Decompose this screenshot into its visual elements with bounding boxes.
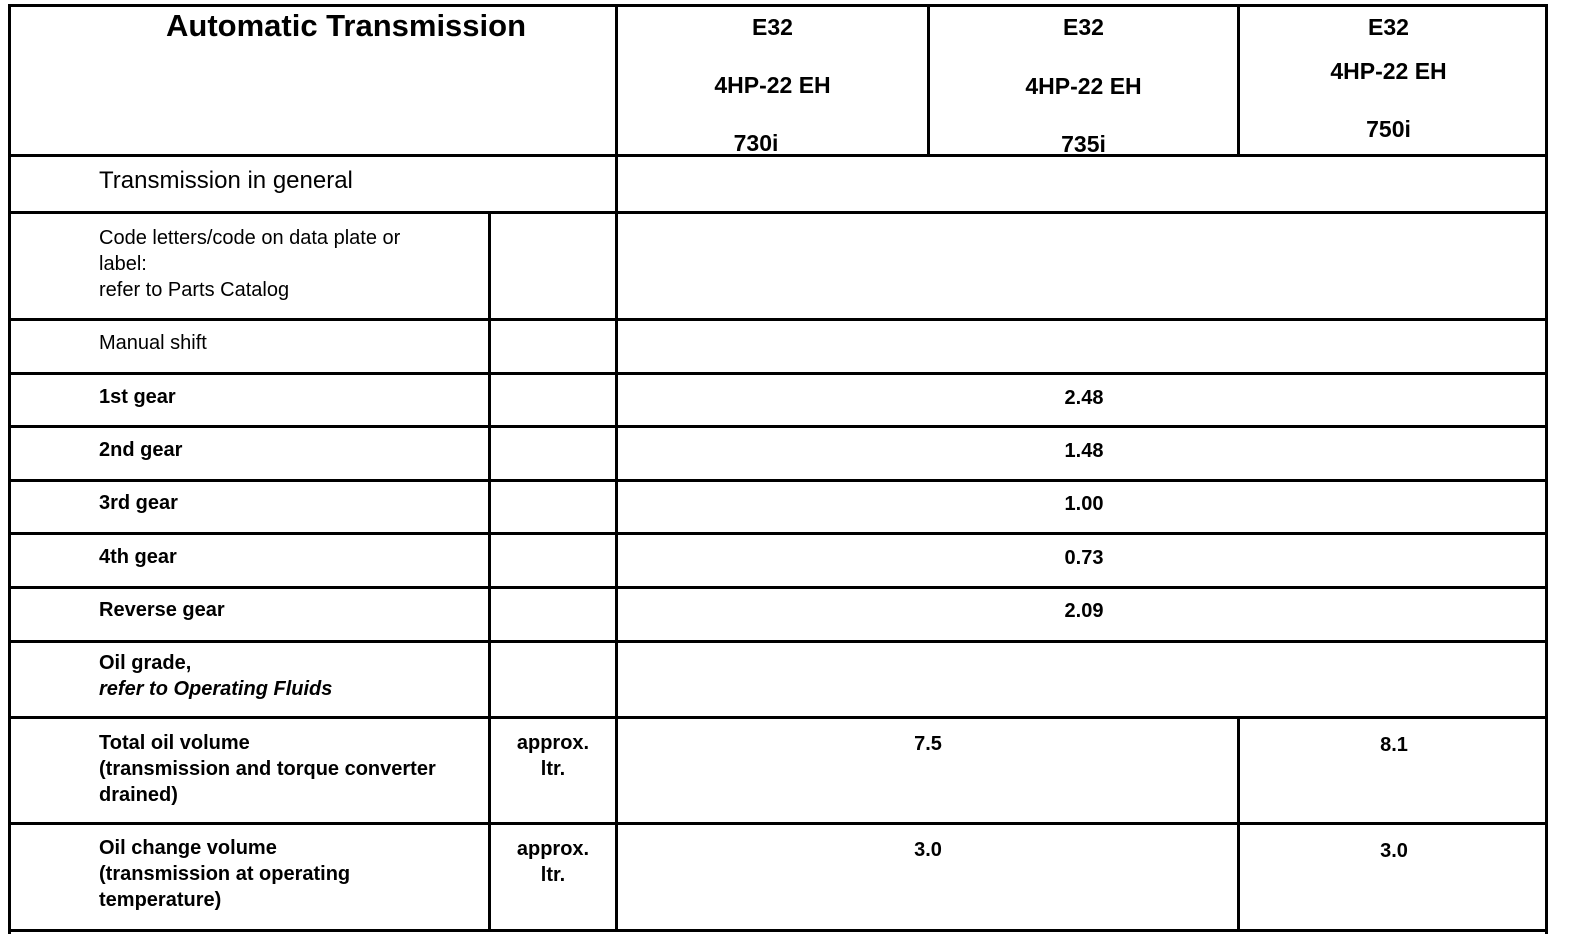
row-divider <box>8 532 1548 535</box>
row-divider <box>8 586 1548 589</box>
row-label: temperature) <box>99 889 222 911</box>
gear-ratio: 0.73 <box>1064 547 1104 569</box>
gear-ratio: 1.00 <box>1064 493 1104 515</box>
gear-ratio: 1.48 <box>1064 440 1104 462</box>
row-label: (transmission at operating <box>99 863 351 885</box>
unit: approx. <box>516 838 590 860</box>
row-label: Oil change volume <box>99 837 277 859</box>
row-label: drained) <box>99 784 178 806</box>
row-divider <box>8 716 1548 719</box>
table-title: Automatic Transmission <box>166 8 527 43</box>
model: E32 <box>752 14 793 40</box>
oil-change-730i-735i: 3.0 <box>914 839 942 861</box>
section-heading: Transmission in general <box>99 167 353 194</box>
model: E32 <box>1368 14 1409 40</box>
variant: 730i <box>733 130 779 156</box>
transmission-code: 4HP-22 EH <box>1330 58 1447 84</box>
row-divider <box>8 211 1548 214</box>
transmission-code: 4HP-22 EH <box>1025 73 1142 99</box>
column-divider <box>488 211 491 932</box>
transmission-code: 4HP-22 EH <box>714 72 831 98</box>
row-divider <box>8 479 1548 482</box>
row-label: Code letters/code on data plate or <box>99 227 401 249</box>
row-divider <box>8 372 1548 375</box>
row-label: 4th gear <box>99 546 177 568</box>
unit: ltr. <box>540 758 566 780</box>
model: E32 <box>1063 14 1104 40</box>
variant: 735i <box>1061 131 1106 157</box>
oil-volume-730i-735i: 7.5 <box>914 733 942 755</box>
row-label-manual-shift: Manual shift <box>99 332 207 354</box>
row-label: Total oil volume <box>99 732 250 754</box>
row-label: 1st gear <box>99 386 176 408</box>
variant: 750i <box>1366 116 1411 142</box>
oil-volume-750i: 8.1 <box>1380 734 1408 756</box>
row-label: Reverse gear <box>99 599 225 621</box>
unit: approx. <box>516 732 590 754</box>
row-divider <box>8 640 1548 643</box>
row-label: Oil grade, <box>99 652 192 674</box>
row-divider <box>8 425 1548 428</box>
oil-change-750i: 3.0 <box>1380 840 1408 862</box>
row-label: (transmission and torque converter <box>99 758 436 780</box>
row-label: label: <box>99 253 147 275</box>
gear-ratio: 2.48 <box>1064 387 1104 409</box>
row-label: 3rd gear <box>99 492 178 514</box>
row-label: refer to Parts Catalog <box>99 279 290 301</box>
gear-ratio: 2.09 <box>1064 600 1104 622</box>
row-divider <box>8 929 1548 932</box>
row-divider <box>8 318 1548 321</box>
row-label: 2nd gear <box>99 439 183 461</box>
row-divider <box>8 822 1548 825</box>
row-label: refer to Operating Fluids <box>99 678 333 700</box>
unit: ltr. <box>540 864 566 886</box>
column-divider <box>1237 716 1240 932</box>
